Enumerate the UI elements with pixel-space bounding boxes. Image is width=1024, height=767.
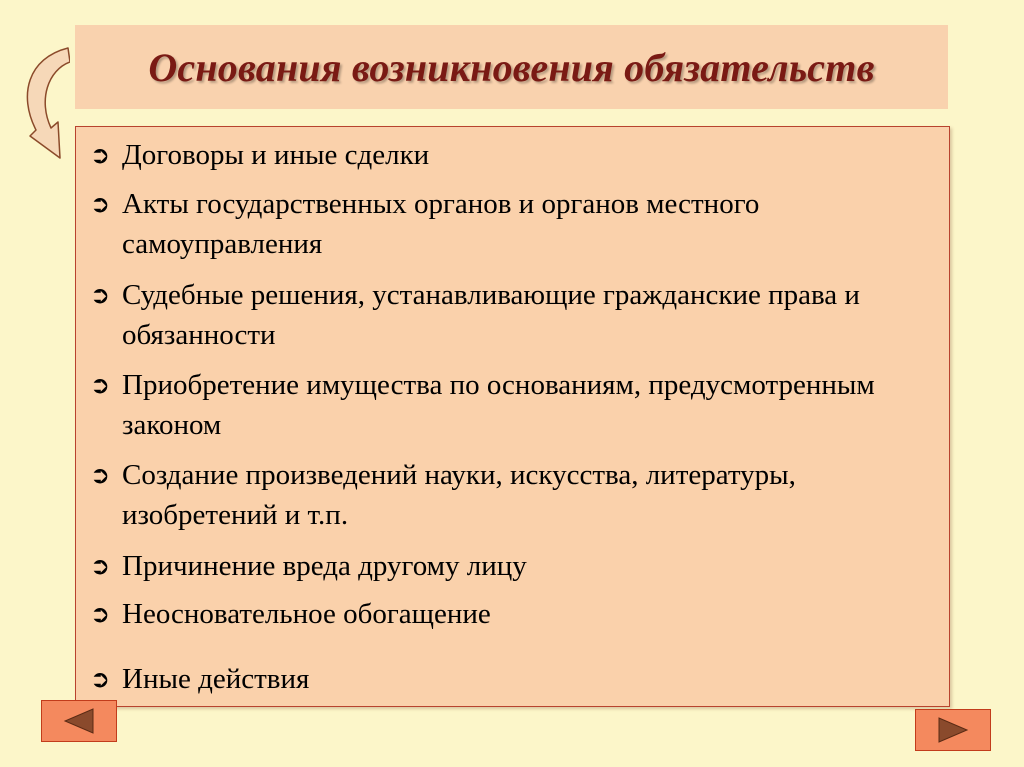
title-panel <box>75 25 948 109</box>
circled-arrow-right-icon: ➲ <box>90 461 111 489</box>
list-item <box>90 455 935 535</box>
content-panel <box>75 126 950 707</box>
circled-arrow-right-icon: ➲ <box>90 141 111 169</box>
circled-arrow-right-icon: ➲ <box>90 281 111 309</box>
item-text: Акты государственных органов и органов местного самоуправления <box>122 188 760 260</box>
list-item <box>90 546 935 586</box>
list-item <box>90 365 935 445</box>
item-text: Договоры и иные сделки <box>122 139 430 171</box>
circled-arrow-right-icon: ➲ <box>90 371 111 399</box>
slide-title: Основания возникновения обязательств <box>148 44 875 90</box>
list-item <box>90 594 935 634</box>
curved-arrow-icon <box>8 40 70 180</box>
item-text: Судебные решения, устанавливающие гражданские права и обязанности <box>122 279 860 351</box>
list-item <box>90 184 935 264</box>
item-text: Неосновательное обогащение <box>122 598 491 630</box>
circled-arrow-right-icon: ➲ <box>90 665 111 693</box>
list-item <box>90 275 935 355</box>
circled-arrow-right-icon: ➲ <box>90 552 111 580</box>
triangle-right-icon <box>933 715 973 745</box>
list-item <box>90 659 935 699</box>
item-text: Приобретение имущества по основаниям, предусмотренным законом <box>122 369 875 441</box>
circled-arrow-right-icon: ➲ <box>90 600 111 628</box>
circled-arrow-right-icon: ➲ <box>90 190 111 218</box>
list-item <box>90 135 935 175</box>
triangle-left-icon <box>59 706 99 736</box>
next-slide-button[interactable] <box>915 709 991 751</box>
item-text: Создание произведений науки, искусства, литературы, изобретений и т.п. <box>122 459 796 531</box>
previous-slide-button[interactable] <box>41 700 117 742</box>
item-text: Причинение вреда другому лицу <box>122 550 527 582</box>
item-text: Иные действия <box>122 663 310 695</box>
